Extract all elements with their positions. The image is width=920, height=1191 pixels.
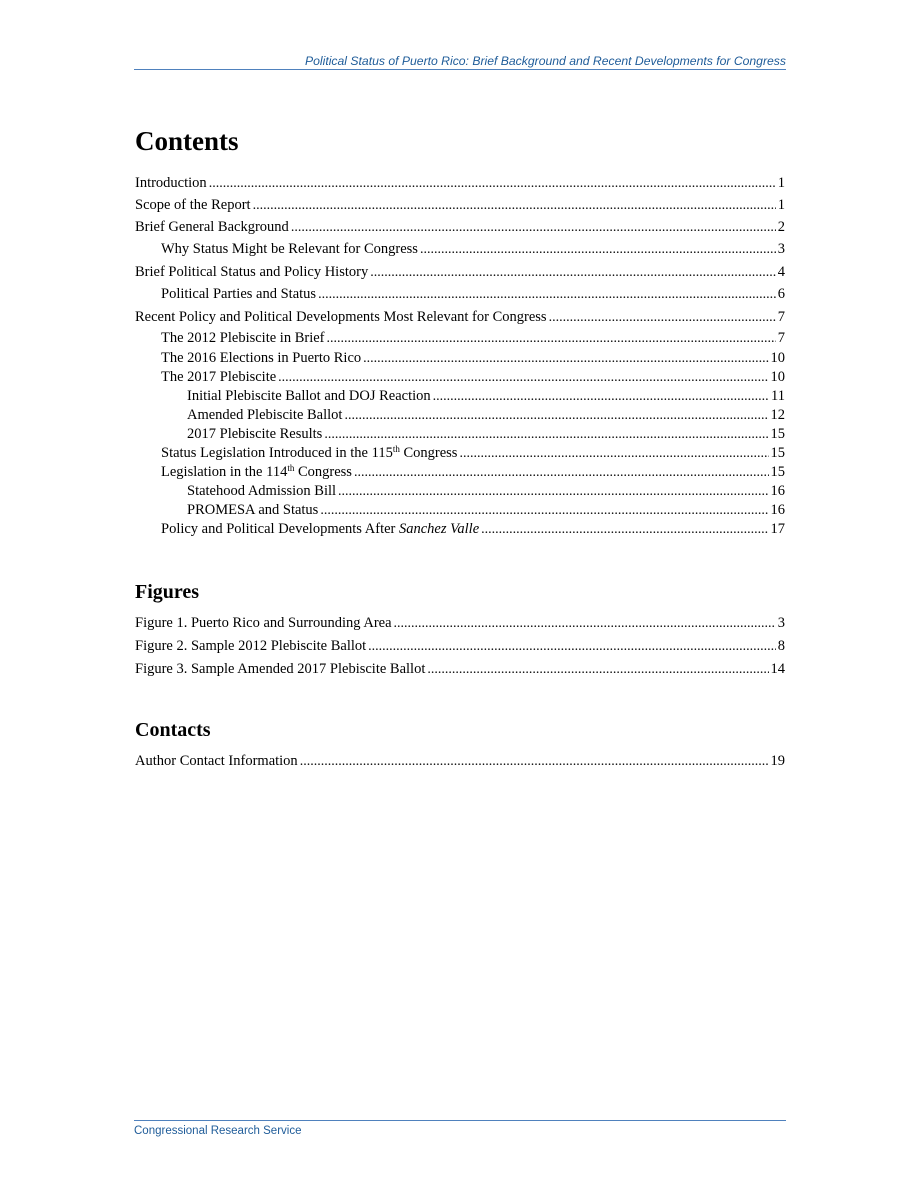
toc-entry-title: Figure 3. Sample Amended 2017 Plebiscite Ballot xyxy=(135,661,426,677)
toc-page-number: 17 xyxy=(770,521,785,537)
toc-entry-2017-results[interactable] xyxy=(135,425,785,443)
toc-entry-title: Figure 2. Sample 2012 Plebiscite Ballot xyxy=(135,638,367,654)
toc-page-number: 16 xyxy=(770,483,785,499)
toc-leader xyxy=(459,445,768,463)
toc-leader xyxy=(344,407,768,425)
toc-leader xyxy=(300,753,769,771)
toc-entry-brief-general-background[interactable] xyxy=(135,218,785,236)
toc-entry-title: Introduction xyxy=(135,175,207,191)
toc-leader xyxy=(433,388,769,406)
contents-heading: Contents xyxy=(135,126,239,156)
toc-page-number: 1 xyxy=(777,197,785,213)
toc-page-number: 1 xyxy=(777,175,785,191)
toc-page-number: 10 xyxy=(770,350,785,366)
toc-page-number: 7 xyxy=(777,309,785,325)
toc-entry-figure-2[interactable] xyxy=(135,637,785,655)
toc-page-number: 6 xyxy=(777,286,785,302)
toc-entry-political-status-history[interactable] xyxy=(135,263,785,281)
toc-entry-2017-plebiscite[interactable] xyxy=(135,368,785,386)
toc-entry-title: Figure 1. Puerto Rico and Surrounding Area xyxy=(135,615,392,631)
contacts-heading: Contacts xyxy=(135,719,211,741)
toc-entry-title: Author Contact Information xyxy=(135,753,298,769)
toc-leader xyxy=(291,219,776,237)
toc-entry-title: Why Status Might be Relevant for Congress xyxy=(161,241,418,257)
toc-entry-title: Scope of the Report xyxy=(135,197,251,213)
toc-entry-title: PROMESA and Status xyxy=(187,502,319,518)
toc-entry-title: The 2017 Plebiscite xyxy=(161,369,277,385)
toc-page-number: 15 xyxy=(770,464,785,480)
toc-page-number: 11 xyxy=(771,388,785,404)
toc-leader xyxy=(278,369,768,387)
toc-entry-initial-ballot[interactable] xyxy=(135,387,785,405)
toc-leader xyxy=(209,175,776,193)
toc-leader xyxy=(320,502,768,520)
toc-entry-why-status-relevant[interactable] xyxy=(135,240,785,258)
toc-page-number: 16 xyxy=(770,502,785,518)
figures-heading: Figures xyxy=(135,581,200,603)
running-footer: Congressional Research Service xyxy=(134,1120,786,1138)
toc-leader xyxy=(427,661,768,679)
toc-page-number: 12 xyxy=(770,407,785,423)
toc-entry-title: Statehood Admission Bill xyxy=(187,483,337,499)
toc-entry-title: 2017 Plebiscite Results xyxy=(187,426,323,442)
toc-leader xyxy=(394,615,776,633)
toc-leader xyxy=(363,350,768,368)
toc-entry-figure-3[interactable] xyxy=(135,660,785,678)
toc-leader xyxy=(354,464,769,482)
toc-entry-introduction[interactable] xyxy=(135,174,785,192)
toc-entry-title: Status Legislation Introduced in the 115th Congress xyxy=(161,444,458,461)
toc-entry-recent-developments[interactable] xyxy=(135,308,785,326)
toc-entry-author-contact[interactable] xyxy=(135,752,785,770)
toc-page-number: 14 xyxy=(770,661,785,677)
toc-page-number: 15 xyxy=(770,445,785,461)
toc-leader xyxy=(338,483,768,501)
toc-leader xyxy=(253,197,776,215)
toc-entry-title: Recent Policy and Political Developments Most Relevant for Congress xyxy=(135,309,547,325)
toc-entry-title: The 2012 Plebiscite in Brief xyxy=(161,330,325,346)
toc-entry-title: Political Parties and Status xyxy=(161,286,317,302)
toc-page-number: 10 xyxy=(770,369,785,385)
toc-leader xyxy=(420,241,776,259)
toc-entry-after-sanchez-valle[interactable] xyxy=(135,520,785,538)
toc-page-number: 7 xyxy=(777,330,785,346)
toc-entry-promesa[interactable] xyxy=(135,501,785,519)
toc-entry-title: Brief General Background xyxy=(135,219,289,235)
toc-page-number: 3 xyxy=(777,615,785,631)
toc-entry-2012-plebiscite[interactable] xyxy=(135,329,785,347)
toc-page-number: 15 xyxy=(770,426,785,442)
toc-page-number: 19 xyxy=(770,753,785,769)
toc-entry-title: Initial Plebiscite Ballot and DOJ Reaction xyxy=(187,388,431,404)
toc-entry-2016-elections[interactable] xyxy=(135,349,785,367)
toc-entry-figure-1[interactable] xyxy=(135,614,785,632)
toc-leader xyxy=(324,426,768,444)
toc-page-number: 8 xyxy=(777,638,785,654)
toc-entry-title: Legislation in the 114th Congress xyxy=(161,463,352,480)
toc-entry-114th-congress-legislation[interactable] xyxy=(135,463,785,481)
toc-leader xyxy=(370,264,776,282)
toc-leader xyxy=(549,309,776,327)
toc-page-number: 3 xyxy=(777,241,785,257)
toc-leader xyxy=(368,638,776,656)
toc-entry-115th-congress-legislation[interactable] xyxy=(135,444,785,462)
toc-entry-title: Policy and Political Developments After Sanchez Valle xyxy=(161,521,480,537)
toc-entry-title: Brief Political Status and Policy History xyxy=(135,264,369,280)
toc-entry-statehood-admission-bill[interactable] xyxy=(135,482,785,500)
toc-page-number: 2 xyxy=(777,219,785,235)
toc-leader xyxy=(327,330,776,348)
toc-entry-title: The 2016 Elections in Puerto Rico xyxy=(161,350,362,366)
toc-entry-title: Amended Plebiscite Ballot xyxy=(187,407,343,423)
toc-page-number: 4 xyxy=(777,264,785,280)
toc-entry-scope[interactable] xyxy=(135,196,785,214)
toc-leader xyxy=(318,286,776,304)
toc-entry-political-parties[interactable] xyxy=(135,285,785,303)
toc-leader xyxy=(481,521,768,539)
running-header: Political Status of Puerto Rico: Brief Background and Recent Developments for Congress xyxy=(134,54,786,70)
toc-entry-amended-ballot[interactable] xyxy=(135,406,785,424)
